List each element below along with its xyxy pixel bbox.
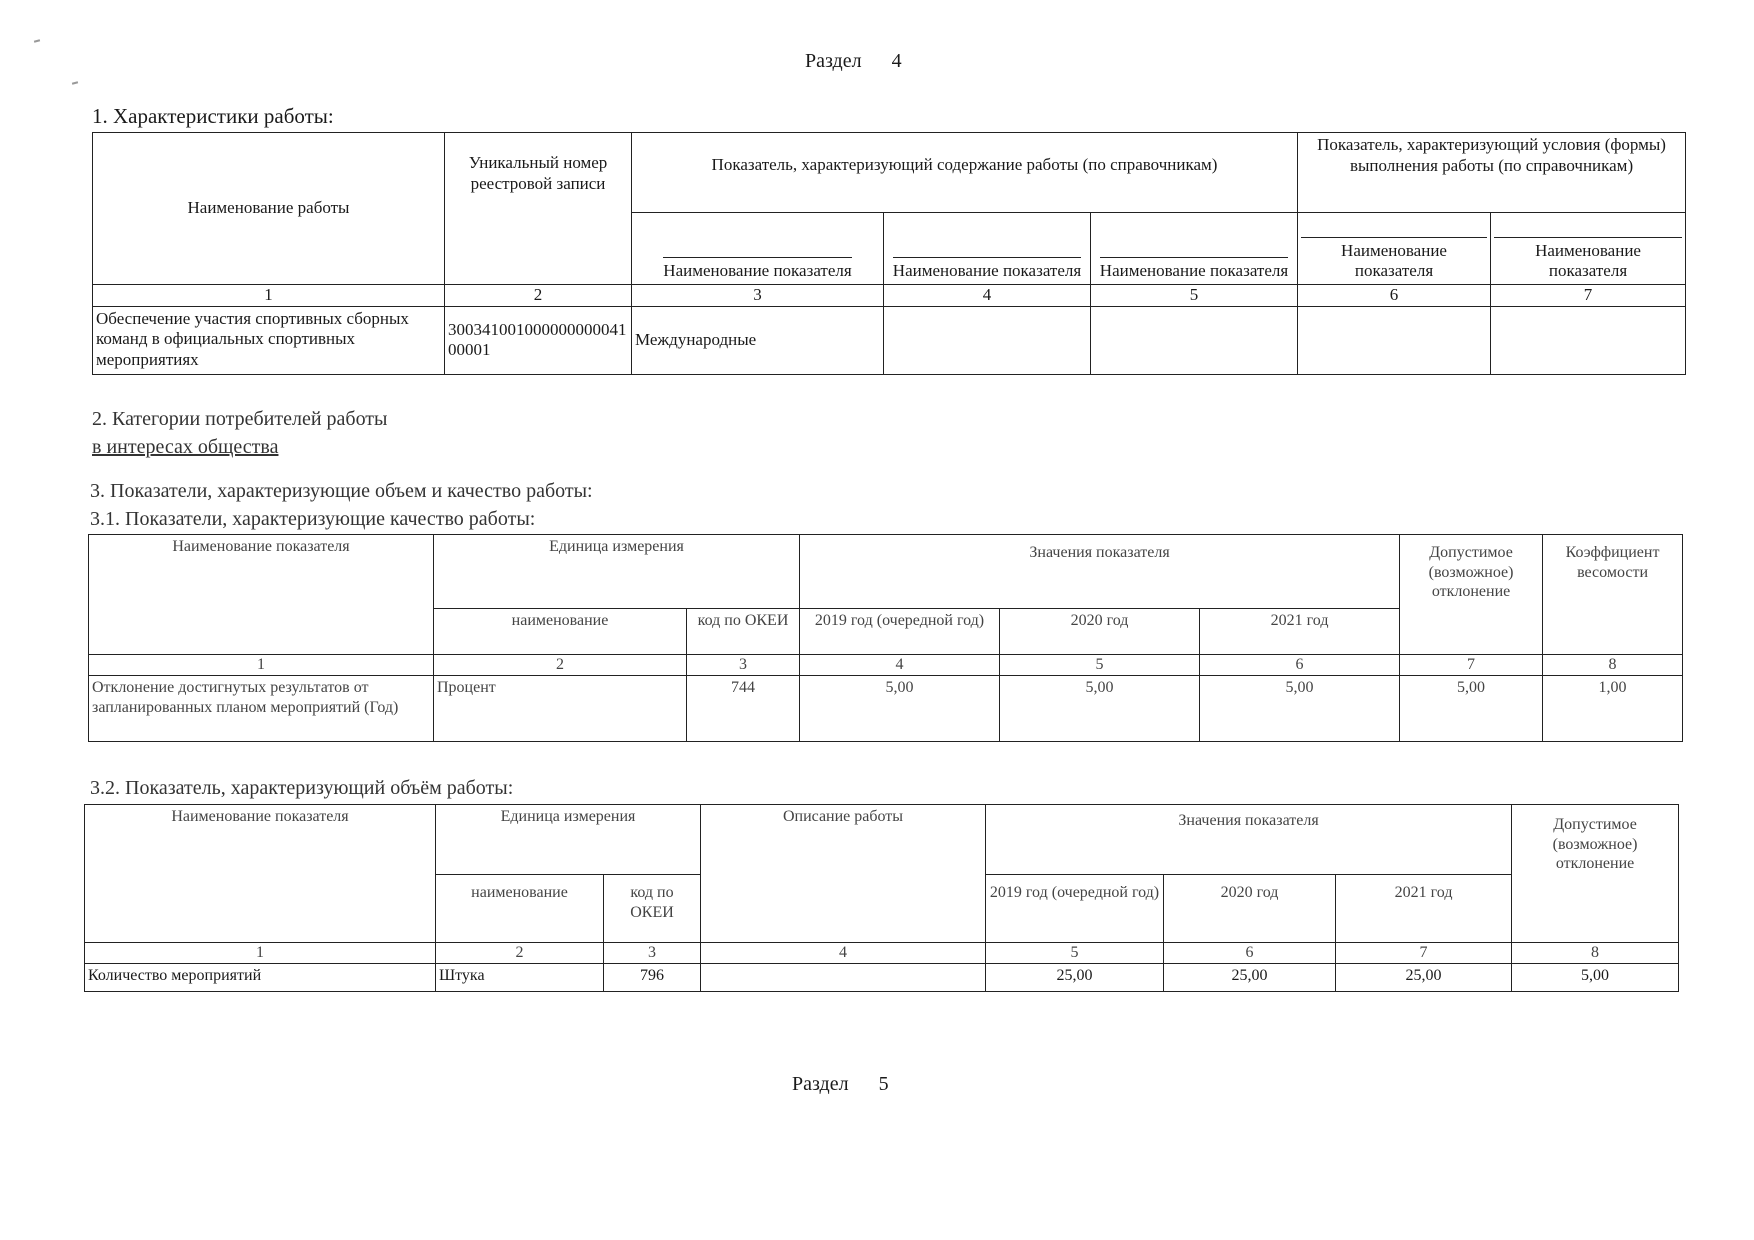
subheader-year-2019: 2019 год (очередной год) (800, 609, 1000, 655)
header-work-description: Описание работы (701, 805, 986, 943)
subheader-indicator-name: Наименование показателя (1091, 213, 1298, 285)
indicator-name-cell: Отклонение достигнутых результатов от запланированных планом мероприятий (Год) (89, 676, 434, 742)
value-2019-cell: 25,00 (986, 964, 1164, 992)
indicator-cell (1091, 306, 1298, 374)
registry-number-cell: 30034100100000000004100001 (445, 306, 632, 374)
coefficient-cell: 1,00 (1543, 676, 1683, 742)
heading-quality-indicators: 3.1. Показатели, характеризующие качество работы: (90, 508, 536, 530)
header-indicator-values: Значения показателя (800, 535, 1400, 609)
header-work-name: Наименование работы (93, 133, 445, 285)
header-unit: Единица измерения (434, 535, 800, 609)
subheader-okei-code: код по ОКЕИ (604, 875, 701, 943)
heading-volume-quality: 3. Показатели, характеризующие объем и качество работы: (90, 480, 593, 502)
indicator-cell (1298, 306, 1491, 374)
indicator-cell (884, 306, 1091, 374)
header-conditions-indicator: Показатель, характеризующий условия (формы) выполнения работы (по справочникам) (1298, 133, 1686, 213)
quality-indicators-table (88, 534, 1683, 742)
okei-code-cell: 796 (604, 964, 701, 992)
column-number: 5 (1000, 655, 1200, 676)
header-unique-number: Уникальный номер реестровой записи (445, 133, 632, 285)
subheader-indicator-name: Наименование показателя (632, 213, 884, 285)
header-allowed-deviation: Допустимое (возможное) отклонение (1400, 535, 1543, 655)
consumer-category-value: в интересах общества (92, 436, 279, 458)
value-2021-cell: 5,00 (1200, 676, 1400, 742)
subheader-unit-name: наименование (434, 609, 687, 655)
heading-volume-indicator: 3.2. Показатель, характеризующий объём работы: (90, 777, 514, 799)
subheader-year-2021: 2021 год (1200, 609, 1400, 655)
description-cell (701, 964, 986, 992)
value-2019-cell: 5,00 (800, 676, 1000, 742)
deviation-cell: 5,00 (1512, 964, 1679, 992)
column-number: 3 (604, 943, 701, 964)
column-number: 4 (701, 943, 986, 964)
column-number: 1 (85, 943, 436, 964)
section-title-top: Раздел 4 (805, 50, 902, 72)
value-2021-cell: 25,00 (1336, 964, 1512, 992)
column-number: 3 (687, 655, 800, 676)
header-unit: Единица измерения (436, 805, 701, 875)
indicator-cell (1491, 306, 1686, 374)
unit-name-cell: Процент (434, 676, 687, 742)
header-content-indicator: Показатель, характеризующий содержание работы (по справочникам) (632, 133, 1298, 213)
column-number: 5 (1091, 285, 1298, 307)
unit-name-cell: Штука (436, 964, 604, 992)
column-number: 6 (1164, 943, 1336, 964)
column-number: 4 (800, 655, 1000, 676)
subheader-okei-code: код по ОКЕИ (687, 609, 800, 655)
column-number: 2 (445, 285, 632, 307)
content-indicator-cell: Международные (632, 306, 884, 374)
indicator-name-cell: Количество мероприятий (85, 964, 436, 992)
subheader-year-2019: 2019 год (очередной год) (986, 875, 1164, 943)
subheader-indicator-name: Наименование показателя (1491, 213, 1686, 285)
column-number: 2 (436, 943, 604, 964)
subheader-indicator-name: Наименование показателя (884, 213, 1091, 285)
column-number: 4 (884, 285, 1091, 307)
column-number: 8 (1543, 655, 1683, 676)
deviation-cell: 5,00 (1400, 676, 1543, 742)
scan-speck (34, 39, 40, 42)
heading-consumer-categories: 2. Категории потребителей работы (92, 408, 388, 430)
okei-code-cell: 744 (687, 676, 800, 742)
value-2020-cell: 5,00 (1000, 676, 1200, 742)
column-number: 2 (434, 655, 687, 676)
column-number: 1 (89, 655, 434, 676)
column-number: 7 (1336, 943, 1512, 964)
scan-speck (72, 81, 78, 84)
work-name-cell: Обеспечение участия спортивных сборных команд в официальных спортивных мероприятиях (93, 306, 445, 374)
value-2020-cell: 25,00 (1164, 964, 1336, 992)
column-number: 7 (1400, 655, 1543, 676)
heading-work-characteristics: 1. Характеристики работы: (92, 104, 334, 128)
subheader-year-2020: 2020 год (1000, 609, 1200, 655)
column-number: 5 (986, 943, 1164, 964)
header-indicator-name: Наименование показателя (85, 805, 436, 943)
header-indicator-values: Значения показателя (986, 805, 1512, 875)
subheader-year-2020: 2020 год (1164, 875, 1336, 943)
volume-indicator-table (84, 804, 1679, 992)
column-number: 7 (1491, 285, 1686, 307)
header-weight-coefficient: Коэффициент весомости (1543, 535, 1683, 655)
column-number: 6 (1298, 285, 1491, 307)
column-number: 1 (93, 285, 445, 307)
subheader-indicator-name: Наименование показателя (1298, 213, 1491, 285)
column-number: 6 (1200, 655, 1400, 676)
subheader-unit-name: наименование (436, 875, 604, 943)
work-characteristics-table (92, 132, 1686, 375)
subheader-year-2021: 2021 год (1336, 875, 1512, 943)
column-number: 3 (632, 285, 884, 307)
header-allowed-deviation: Допустимое (возможное) отклонение (1512, 805, 1679, 943)
column-number: 8 (1512, 943, 1679, 964)
section-title-bottom: Раздел 5 (792, 1073, 889, 1095)
header-indicator-name: Наименование показателя (89, 535, 434, 655)
